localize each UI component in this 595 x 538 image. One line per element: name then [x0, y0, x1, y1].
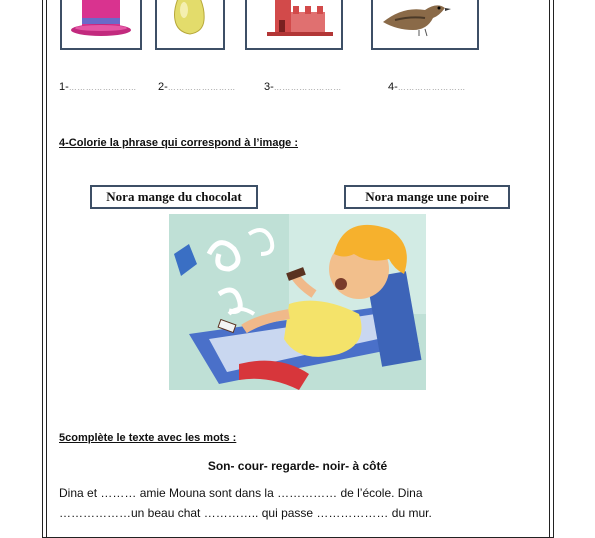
castle-image: [245, 0, 343, 50]
number-4: [388, 81, 466, 93]
number-2-label: 2-: [158, 81, 168, 93]
number-4-label: 4-: [388, 81, 398, 93]
boy-eating-illustration: [169, 214, 426, 390]
section-5-heading: 5complète le texte avec les mots :: [59, 432, 237, 444]
sentence-box-left[interactable]: Nora mange du chocolat: [90, 185, 258, 209]
hat-image: [60, 0, 142, 50]
word-bank: Son- cour- regarde- noir- à côté: [207, 459, 388, 473]
number-1-label: 1-: [59, 81, 69, 93]
fill-text-line-2: ………………un beau chat ………….. qui passe ……………… du mur.: [59, 506, 432, 520]
fill-text-line-1: Dina et ……… amie Mouna sont dans la …………… de l’école. Dina: [59, 486, 423, 500]
number-3-blank: ……………………: [273, 83, 342, 92]
bird-image: [371, 0, 479, 50]
number-3-label: 3-: [264, 81, 274, 93]
sentence-box-right[interactable]: Nora mange une poire: [344, 185, 510, 209]
pear-image: [155, 0, 225, 50]
section-4-heading: 4-Colorie la phrase qui correspond à l’image :: [59, 137, 299, 149]
number-1: [59, 81, 137, 93]
number-2-blank: ……………………: [167, 83, 236, 92]
number-4-blank: ……………………: [397, 83, 466, 92]
number-1-blank: ……………………: [68, 83, 137, 92]
number-2: [158, 81, 236, 93]
number-3: [264, 81, 342, 93]
